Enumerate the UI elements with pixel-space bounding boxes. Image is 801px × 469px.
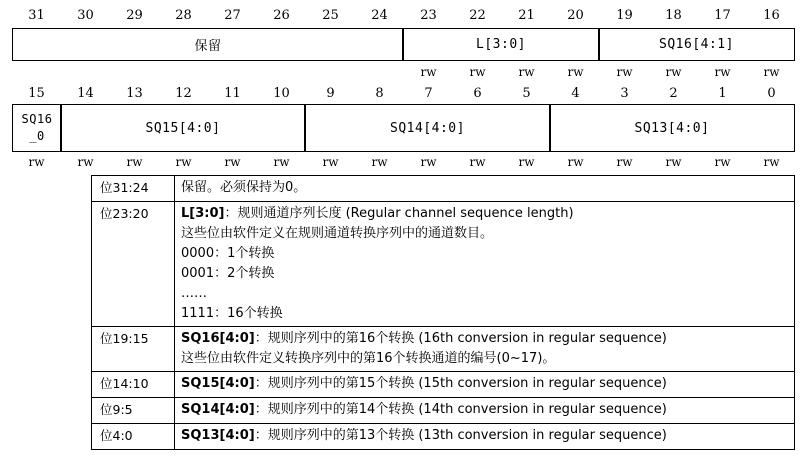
bit-number: 6 — [473, 86, 482, 101]
field-title — [181, 426, 790, 446]
bit-number: 8 — [375, 86, 384, 101]
field-name: L[3:0] — [181, 206, 225, 221]
access-tag: rw — [322, 155, 339, 169]
access-tag: rw — [469, 155, 486, 169]
description-cell — [175, 398, 795, 424]
bit-number: 23 — [420, 8, 437, 23]
field-title-text: ：规则序列中的第14个转换 (14th conversion in regular sequence) — [254, 402, 667, 417]
field-title — [181, 329, 790, 349]
access-tag: rw — [126, 155, 143, 169]
table-row — [92, 202, 795, 327]
description-line: 1111：16个转换 — [181, 306, 283, 321]
access-tag: rw — [518, 155, 535, 169]
l-field: L[3:0] — [402, 28, 600, 61]
description-line: 这些位由软件定义转换序列中的第16个转换通道的编号(0~17)。 — [181, 351, 556, 366]
bit-number: 29 — [126, 8, 143, 23]
reserved-field: 保留 — [12, 28, 404, 61]
description-cell — [175, 327, 795, 372]
access-tag: rw — [714, 155, 731, 169]
access-tag: rw — [616, 65, 633, 79]
bit-number: 25 — [322, 8, 339, 23]
table-row — [92, 176, 795, 202]
bit-number: 11 — [224, 86, 241, 101]
bit-position-cell — [92, 398, 175, 424]
sq13-field: SQ13[4:0] — [549, 104, 795, 152]
bit-number: 14 — [77, 86, 94, 101]
access-tag: rw — [665, 65, 682, 79]
bit-number: 16 — [763, 8, 780, 23]
description-line: 这些位由软件定义在规则通道转换序列中的通道数目。 — [181, 226, 494, 241]
access-tag: rw — [77, 155, 94, 169]
table-row — [92, 398, 795, 424]
bit-position: 位19:15 — [100, 331, 149, 346]
access-tag: rw — [567, 65, 584, 79]
bit-number: 0 — [767, 86, 776, 101]
description-cell — [175, 372, 795, 398]
access-tag: rw — [714, 65, 731, 79]
bit-number: 20 — [567, 8, 584, 23]
field-name: SQ16[4:0] — [181, 331, 255, 346]
sq16-low-label-suffix: _0 — [29, 129, 45, 143]
sq16-low-label: SQ16 — [21, 112, 53, 126]
bit-position-cell — [92, 327, 175, 372]
field-name: SQ14[4:0] — [181, 402, 255, 417]
access-tag: rw — [224, 155, 241, 169]
bit-number: 18 — [665, 8, 682, 23]
access-tag: rw — [420, 65, 437, 79]
bit-number: 15 — [28, 86, 45, 101]
bit-number: 5 — [522, 86, 531, 101]
table-row — [92, 327, 795, 372]
access-tag: rw — [420, 155, 437, 169]
bit-position: 位31:24 — [100, 180, 149, 195]
bit-position: 位14:10 — [100, 376, 149, 391]
bit-number: 1 — [718, 86, 727, 101]
description-cell — [175, 424, 795, 450]
table-row — [92, 372, 795, 398]
access-tag: rw — [763, 155, 780, 169]
sq16-low-field — [12, 104, 62, 152]
sq14-field: SQ14[4:0] — [304, 104, 551, 152]
access-tag: rw — [763, 65, 780, 79]
table-row — [92, 424, 795, 450]
field-title — [181, 400, 790, 420]
bit-number: 7 — [424, 86, 433, 101]
field-title — [181, 204, 790, 224]
access-tag: rw — [28, 155, 45, 169]
bit-description-table — [91, 175, 795, 450]
description-line: 0001：2个转换 — [181, 266, 275, 281]
bit-number: 22 — [469, 8, 486, 23]
bit-number: 12 — [175, 86, 192, 101]
access-tag: rw — [567, 155, 584, 169]
description-line: 保留。必须保持为0。 — [181, 180, 307, 195]
description-cell — [175, 176, 795, 202]
sq15-field: SQ15[4:0] — [60, 104, 306, 152]
bit-number: 4 — [571, 86, 580, 101]
bit-number: 24 — [371, 8, 388, 23]
field-name: SQ13[4:0] — [181, 428, 255, 443]
field-title — [181, 374, 790, 394]
bit-number: 30 — [77, 8, 94, 23]
field-title-text: ：规则序列中的第13个转换 (13th conversion in regular sequence) — [254, 428, 667, 443]
access-tag: rw — [469, 65, 486, 79]
bit-position-cell — [92, 176, 175, 202]
bit-number: 13 — [126, 86, 143, 101]
bit-number: 9 — [326, 86, 335, 101]
bit-number: 28 — [175, 8, 192, 23]
description-cell — [175, 202, 795, 327]
description-line: 0000：1个转换 — [181, 246, 275, 261]
bit-number: 26 — [273, 8, 290, 23]
bit-number: 31 — [28, 8, 45, 23]
access-tag: rw — [273, 155, 290, 169]
sq16-high-field: SQ16[4:1] — [598, 28, 795, 61]
access-tag: rw — [616, 155, 633, 169]
field-title-text: ：规则通道序列长度 (Regular channel sequence length) — [224, 206, 574, 221]
bit-number: 3 — [620, 86, 629, 101]
bit-number: 21 — [518, 8, 535, 23]
bit-number: 17 — [714, 8, 731, 23]
field-title-text: ：规则序列中的第16个转换 (16th conversion in regular sequence) — [254, 331, 667, 346]
access-tag: rw — [665, 155, 682, 169]
bit-position: 位4:0 — [100, 428, 133, 443]
bit-position-cell — [92, 424, 175, 450]
access-tag: rw — [518, 65, 535, 79]
access-tag: rw — [371, 155, 388, 169]
description-line: …… — [181, 286, 207, 301]
bit-number: 27 — [224, 8, 241, 23]
bit-position-cell — [92, 372, 175, 398]
bit-position: 位9:5 — [100, 402, 133, 417]
field-name: SQ15[4:0] — [181, 376, 255, 391]
bit-number: 2 — [669, 86, 678, 101]
bit-position-cell — [92, 202, 175, 327]
bit-position: 位23:20 — [100, 206, 149, 221]
field-title-text: ：规则序列中的第15个转换 (15th conversion in regular sequence) — [254, 376, 667, 391]
access-tag: rw — [175, 155, 192, 169]
bit-number: 19 — [616, 8, 633, 23]
bit-number: 10 — [273, 86, 290, 101]
